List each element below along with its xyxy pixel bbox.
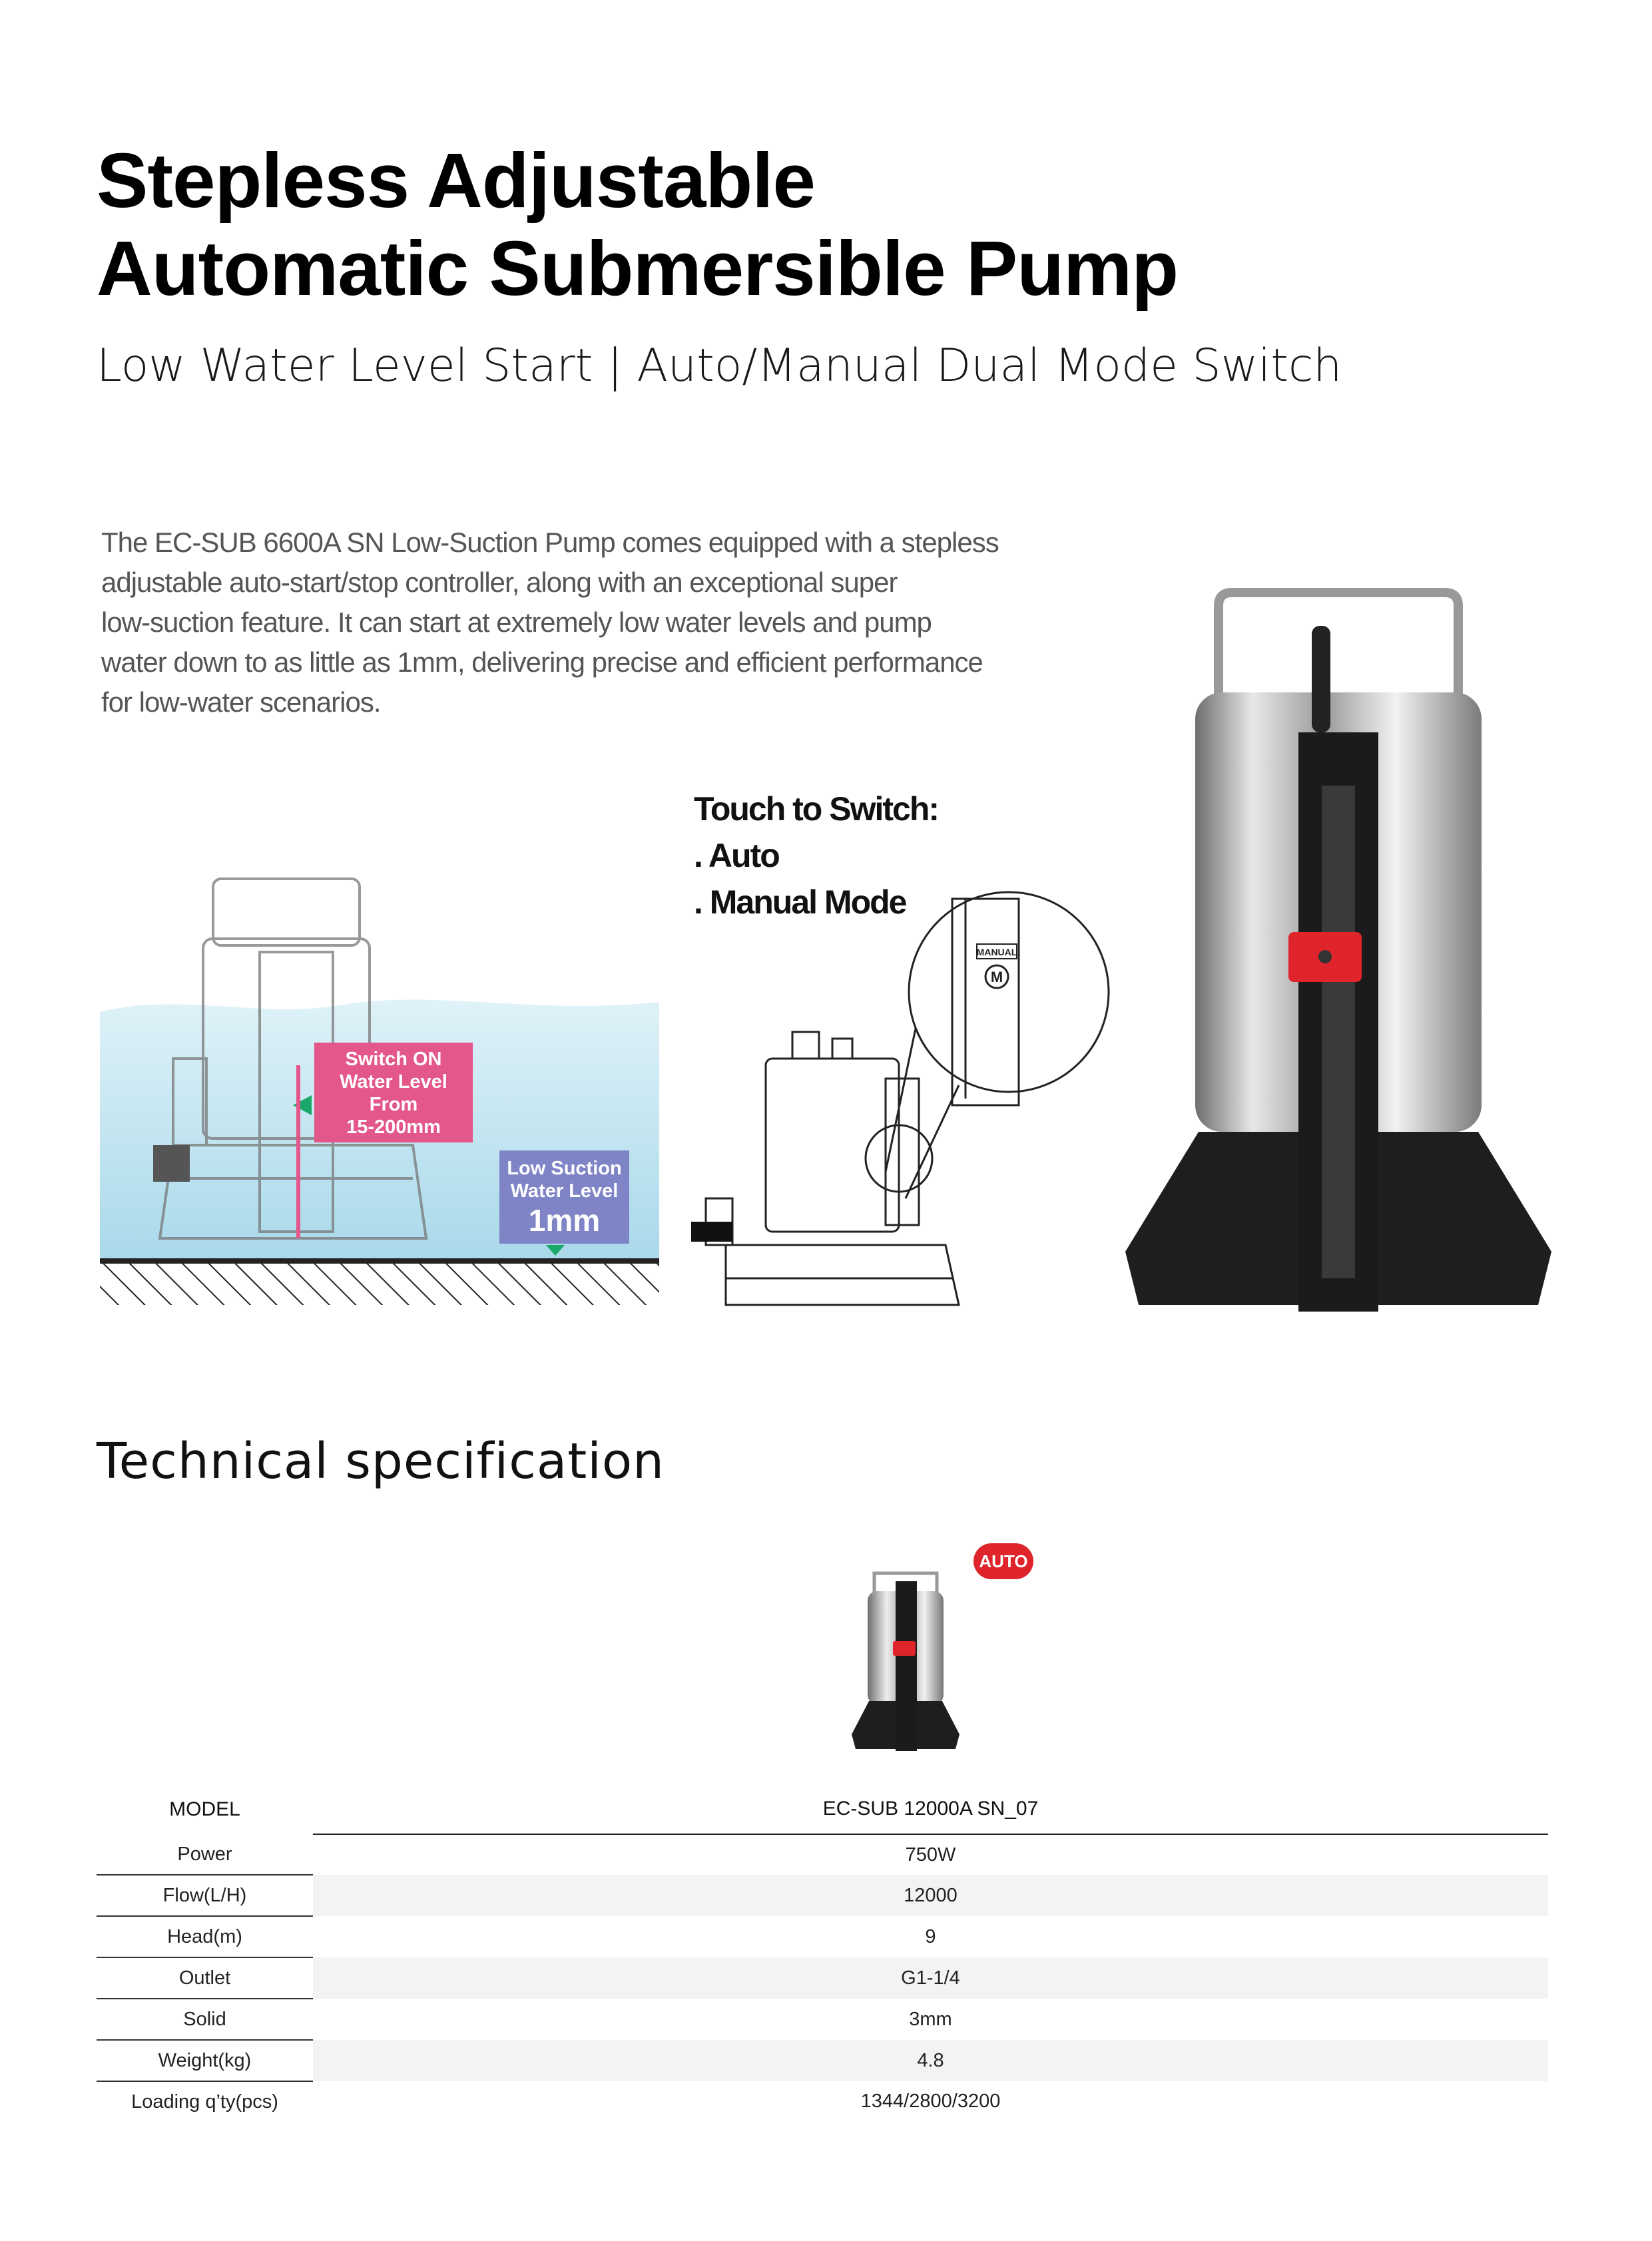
spec-row [97, 2040, 1548, 2081]
spec-row [97, 2081, 1548, 2122]
pump-photo [1119, 586, 1565, 1338]
page-title [97, 136, 1362, 312]
pump-handle [1219, 593, 1458, 706]
section-heading: Technical specification [97, 1433, 665, 1490]
pump-vent-pipe [1312, 626, 1330, 732]
low-suction-line: Water Level [510, 1180, 619, 1202]
spec-label: Loading q’ty(pcs) [131, 2091, 278, 2113]
low-suction-line: Low Suction [507, 1158, 622, 1179]
switch-on-line: Water Level [340, 1071, 447, 1093]
product-thumbnail [849, 1568, 962, 1751]
spec-row [97, 1957, 1548, 1999]
spec-value: 3mm [909, 2008, 952, 2030]
spec-model-label: MODEL [169, 1798, 240, 1820]
spec-model-value: EC-SUB 12000A SN_07 [313, 1784, 1548, 1834]
spec-label: Flow(L/H) [97, 1875, 313, 1916]
spec-value: 750W [905, 1844, 956, 1866]
spec-label: Weight(kg) [97, 2040, 313, 2081]
spec-label: Head(m) [97, 1916, 313, 1957]
intro-line: for low-water scenarios. [101, 686, 381, 718]
spec-row [97, 1916, 1548, 1957]
spec-value: 12000 [313, 1875, 1548, 1916]
spec-label: Power [97, 1834, 313, 1875]
low-suction-value: 1mm [528, 1203, 601, 1238]
intro-paragraph [101, 523, 1073, 722]
outlet-dark [691, 1222, 732, 1242]
spec-label: Solid [97, 1999, 313, 2040]
pump-outlet [153, 1145, 190, 1182]
ground-hatch [100, 1264, 659, 1305]
manual-label: MANUAL [976, 947, 1017, 957]
touch-line: Touch to Switch: [694, 790, 939, 828]
spec-label: Outlet [97, 1957, 313, 1999]
spec-row [97, 1999, 1548, 2040]
touch-line: . Auto [694, 837, 779, 874]
title-line-1: Stepless Adjustable [97, 137, 816, 224]
spec-header-row [97, 1784, 1548, 1834]
spec-value: 1344/2800/3200 [860, 2091, 1001, 2112]
switch-on-line: From [369, 1094, 418, 1115]
magnifier-circle [909, 892, 1109, 1092]
switch-on-line: 15-200mm [346, 1117, 441, 1138]
manual-symbol: M [990, 969, 1003, 985]
level-range-bar [296, 1065, 300, 1238]
page-subtitle: Low Water Level Start | Auto/Manual Dual Mode Switch [97, 340, 1342, 392]
low-suction-label [499, 1150, 629, 1244]
intro-line: low-suction feature. It can start at extremely low water levels and pump [101, 607, 932, 638]
auto-badge: AUTO [973, 1543, 1033, 1579]
spec-table [97, 1784, 1548, 2122]
title-line-2: Automatic Submersible Pump [97, 225, 1179, 312]
spec-row [97, 1834, 1548, 1875]
intro-line: water down to as little as 1mm, delivering precise and efficient performance [101, 646, 983, 678]
switch-on-line: Switch ON [345, 1049, 442, 1070]
switch-line-drawing [686, 879, 1112, 1318]
intro-line: The EC-SUB 6600A SN Low-Suction Pump comes equipped with a stepless [101, 527, 999, 558]
spec-value: 4.8 [313, 2040, 1548, 2081]
spec-row [97, 1875, 1548, 1916]
spec-value: 9 [925, 1925, 936, 1947]
ground-line [100, 1258, 659, 1264]
touch-line: . Manual Mode [694, 883, 906, 921]
spec-value: G1-1/4 [313, 1957, 1548, 1999]
switch-on-label [314, 1043, 473, 1142]
intro-line: adjustable auto-start/stop controller, along with an exceptional super [101, 567, 898, 598]
